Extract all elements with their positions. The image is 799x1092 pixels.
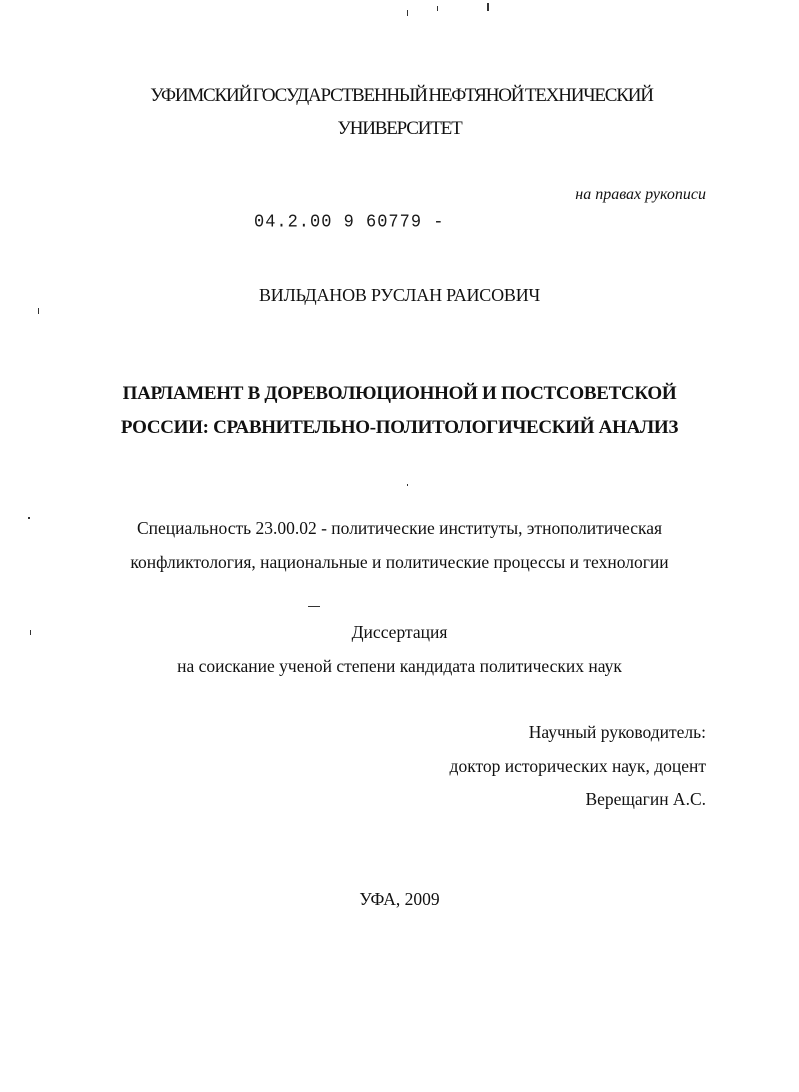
supervisor-name: Верещагин А.С. <box>585 789 706 809</box>
scan-speck <box>487 3 489 11</box>
specialty-line2: конфликтология, национальные и политические процессы и технологии <box>130 552 669 572</box>
specialty-line1: Специальность 23.00.02 - политические институты, этнополитическая <box>136 518 663 538</box>
registration-code-stamp: 04.2.00 9 60779 - <box>254 212 445 233</box>
supervisor-credentials: доктор исторических наук, доцент <box>449 756 706 776</box>
document-type: Диссертация <box>351 622 448 642</box>
scan-speck <box>437 6 438 11</box>
university-name-line2: УНИВЕРСИТЕТ <box>337 118 462 139</box>
scan-speck <box>38 308 39 314</box>
degree-statement: на соискание ученой степени кандидата политических наук <box>177 656 622 676</box>
city-year: УФА, 2009 <box>359 889 440 909</box>
scan-speck <box>407 10 408 16</box>
author-name: ВИЛЬДАНОВ РУСЛАН РАИСОВИЧ <box>259 285 540 305</box>
dissertation-title-line1: ПАРЛАМЕНТ В ДОРЕВОЛЮЦИОННОЙ И ПОСТСОВЕТСКОЙ <box>122 383 677 404</box>
scan-speck <box>308 606 320 607</box>
manuscript-rights-note: на правах рукописи <box>575 186 706 203</box>
dissertation-title-line2: РОССИИ: СРАВНИТЕЛЬНО-ПОЛИТОЛОГИЧЕСКИЙ АНАЛИЗ <box>120 417 679 438</box>
scan-speck <box>407 484 408 486</box>
university-name-line1: УФИМСКИЙ ГОСУДАРСТВЕННЫЙ НЕФТЯНОЙ ТЕХНИЧЕСКИЙ <box>150 85 653 106</box>
supervisor-label: Научный руководитель: <box>528 722 706 742</box>
